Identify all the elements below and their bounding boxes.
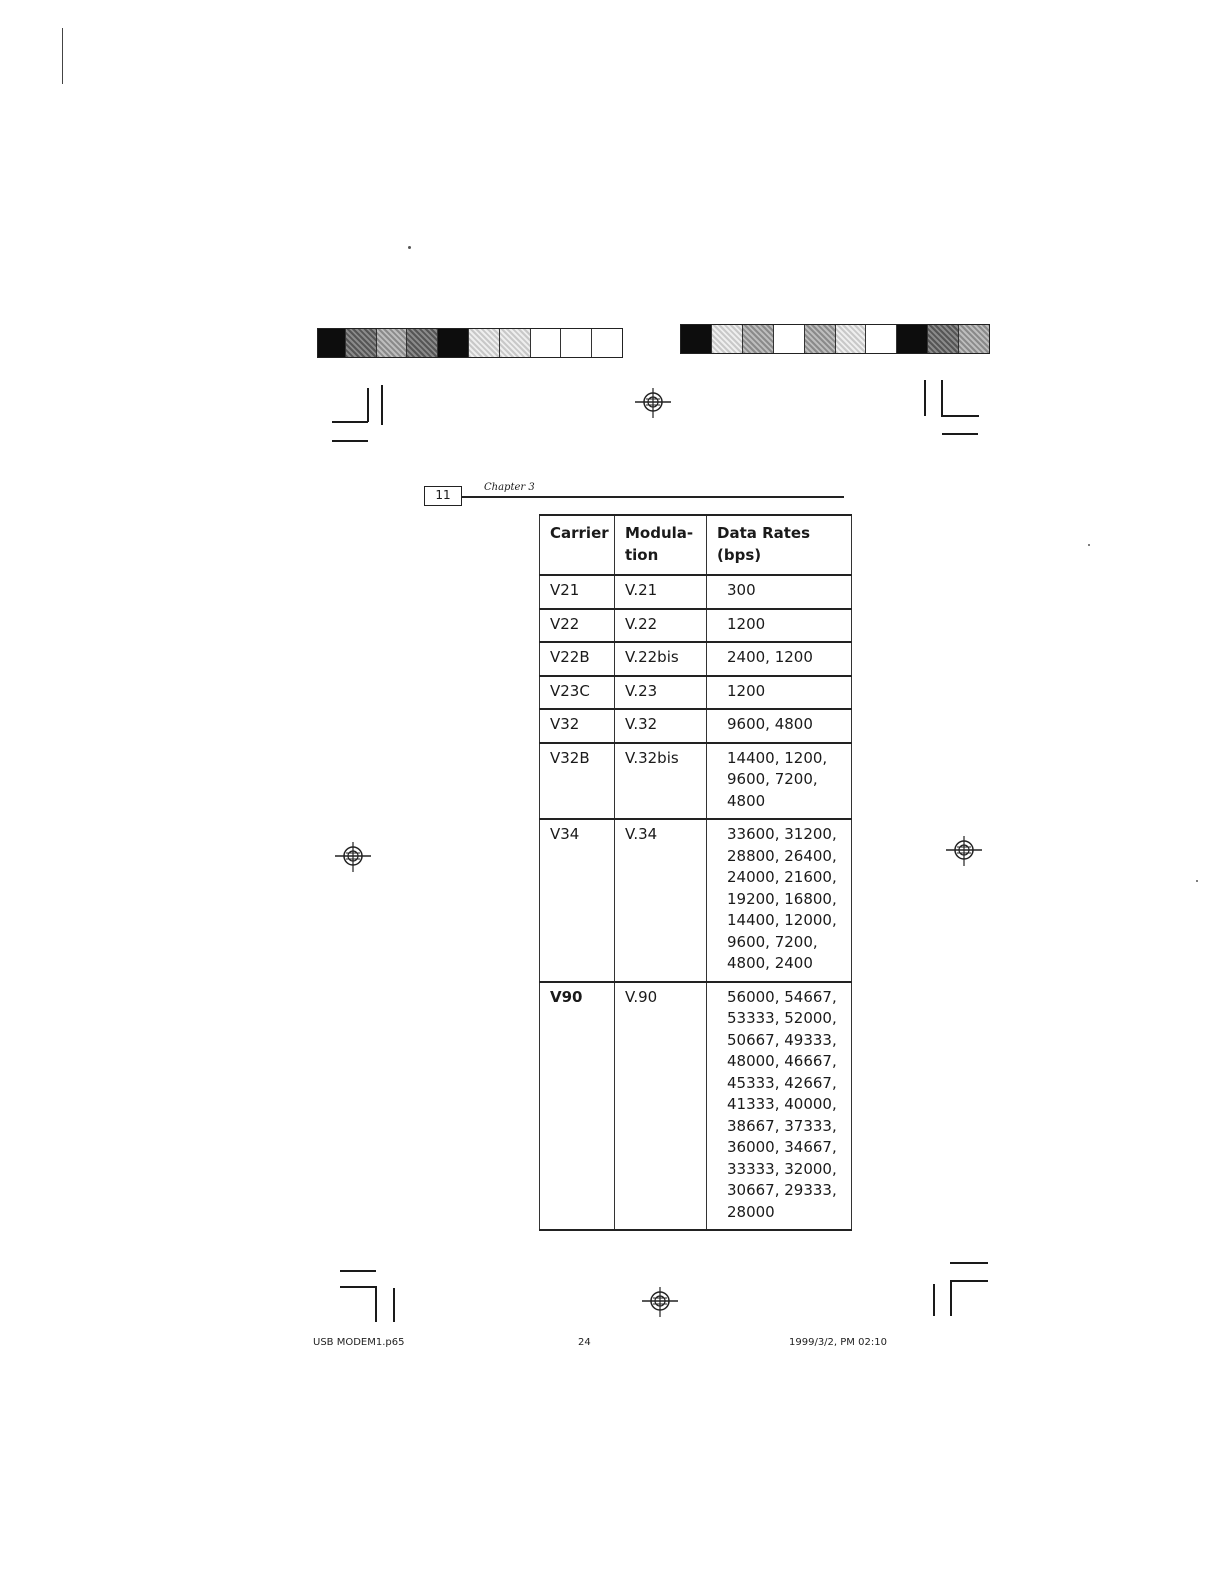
table-header-row <box>540 515 852 575</box>
registration-target-left-icon <box>333 836 373 876</box>
color-bar-right <box>680 324 990 354</box>
cell-carrier: V23C <box>540 676 615 710</box>
table-row <box>540 982 852 1231</box>
registration-target-bottom-icon <box>640 1281 680 1321</box>
cell-modulation: V.22 <box>615 609 707 643</box>
cell-carrier: V21 <box>540 575 615 609</box>
scan-speck <box>1196 880 1198 882</box>
table-row <box>540 819 852 982</box>
cell-rates: 300 <box>707 575 852 609</box>
cell-carrier: V34 <box>540 819 615 982</box>
page-number-box: 11 <box>424 486 462 506</box>
header-rule <box>462 496 844 498</box>
cell-modulation: V.22bis <box>615 642 707 676</box>
cell-carrier: V22B <box>540 642 615 676</box>
cell-modulation: V.32bis <box>615 743 707 820</box>
cell-rates: 33600, 31200, 28800, 26400, 24000, 21600, 19200, 16800, 14400, 12000, 9600, 7200, 4800, 2400 <box>707 819 852 982</box>
table-row <box>540 575 852 609</box>
header-modulation: Modula- tion <box>615 515 707 575</box>
color-bar-left <box>317 328 623 358</box>
cell-rates: 2400, 1200 <box>707 642 852 676</box>
footer-filename: USB MODEM1.p65 <box>313 1337 405 1348</box>
cell-rates: 1200 <box>707 676 852 710</box>
cell-carrier: V22 <box>540 609 615 643</box>
header-carrier: Carrier <box>540 515 615 575</box>
cell-modulation: V.32 <box>615 709 707 743</box>
cell-rates: 1200 <box>707 609 852 643</box>
cell-rates: 56000, 54667, 53333, 52000, 50667, 49333, 48000, 46667, 45333, 42667, 41333, 40000, 38667, 37333, 36000, 34667, 33333, 32000, 30667, 29333, 28000 <box>707 982 852 1231</box>
chapter-title: Chapter 3 <box>484 482 535 493</box>
table-row <box>540 609 852 643</box>
modulation-table <box>539 514 852 1231</box>
cell-carrier: V32 <box>540 709 615 743</box>
table-row <box>540 709 852 743</box>
table-row <box>540 743 852 820</box>
registration-target-right-icon <box>944 830 984 870</box>
cell-modulation: V.21 <box>615 575 707 609</box>
cell-rates: 9600, 4800 <box>707 709 852 743</box>
footer-page-number: 24 <box>578 1337 591 1348</box>
table-row <box>540 676 852 710</box>
cell-modulation: V.23 <box>615 676 707 710</box>
cell-rates: 14400, 1200, 9600, 7200, 4800 <box>707 743 852 820</box>
cell-modulation: V.90 <box>615 982 707 1231</box>
footer-timestamp: 1999/3/2, PM 02:10 <box>789 1337 887 1348</box>
registration-target-top-icon <box>633 382 673 422</box>
cell-carrier: V90 <box>540 982 615 1231</box>
header-rates: Data Rates (bps) <box>707 515 852 575</box>
scan-speck <box>1088 544 1090 546</box>
cell-carrier: V32B <box>540 743 615 820</box>
scan-speck <box>408 246 411 249</box>
cell-modulation: V.34 <box>615 819 707 982</box>
table-row <box>540 642 852 676</box>
scan-artifact-line <box>62 28 63 84</box>
